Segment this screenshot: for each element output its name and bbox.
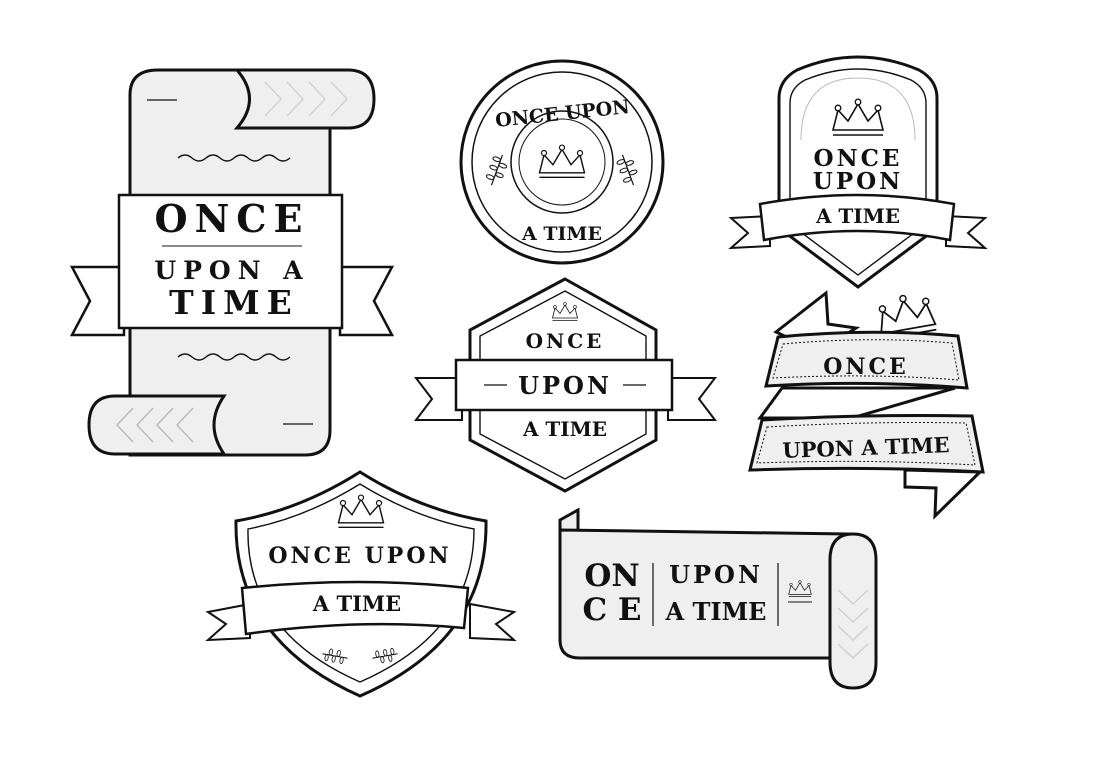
scroll-wide-badge: [560, 510, 876, 688]
line-time: TIME: [169, 283, 299, 322]
shield-top-text: ONCE UPON: [268, 543, 452, 569]
line-upon-a: UPON A: [154, 256, 310, 285]
ribbon-once-text: ONCE: [823, 354, 909, 380]
scroll-left-top-text: ON: [584, 558, 640, 594]
hexagon-ribbon-text: UPON: [518, 371, 612, 400]
shield-ribbon-text: A TIME: [312, 591, 402, 616]
circle-badge: [461, 61, 663, 263]
scroll-right-bottom-text: A TIME: [665, 597, 767, 626]
scroll-roll-top: [237, 70, 374, 128]
circle-bottom-text: A TIME: [522, 223, 602, 245]
ribbon-tail-bottom: [905, 470, 980, 516]
arch-ribbon-text: A TIME: [815, 204, 901, 228]
scroll-right-top-text: UPON: [669, 560, 763, 589]
hexagon-badge: [416, 279, 715, 491]
hexagon-bottom-text: A TIME: [522, 417, 608, 441]
ribbon-fold: [760, 388, 955, 418]
arch-line-upon: UPON: [812, 168, 904, 195]
ribbon-tail-right: [668, 378, 715, 420]
scroll-large-badge: [72, 70, 392, 455]
scroll-left-bottom-text: C E: [582, 592, 642, 628]
ribbon-tail-left: [72, 267, 124, 335]
line-once: ONCE: [154, 196, 310, 241]
ribbon-tail-right: [340, 267, 392, 335]
arch-badge: [731, 57, 985, 287]
ribbon-zigzag-badge: [750, 291, 983, 516]
circle-top-text: ONCE UPON: [494, 95, 631, 132]
ribbon-tail-right: [470, 604, 514, 640]
shield-badge: [208, 472, 514, 696]
scroll-roll-right: [830, 534, 876, 688]
arch-line-once: ONCE: [813, 145, 903, 172]
hexagon-top-text: ONCE: [525, 329, 605, 353]
ribbon-upon-a-time-text: UPON A TIME: [781, 432, 950, 463]
